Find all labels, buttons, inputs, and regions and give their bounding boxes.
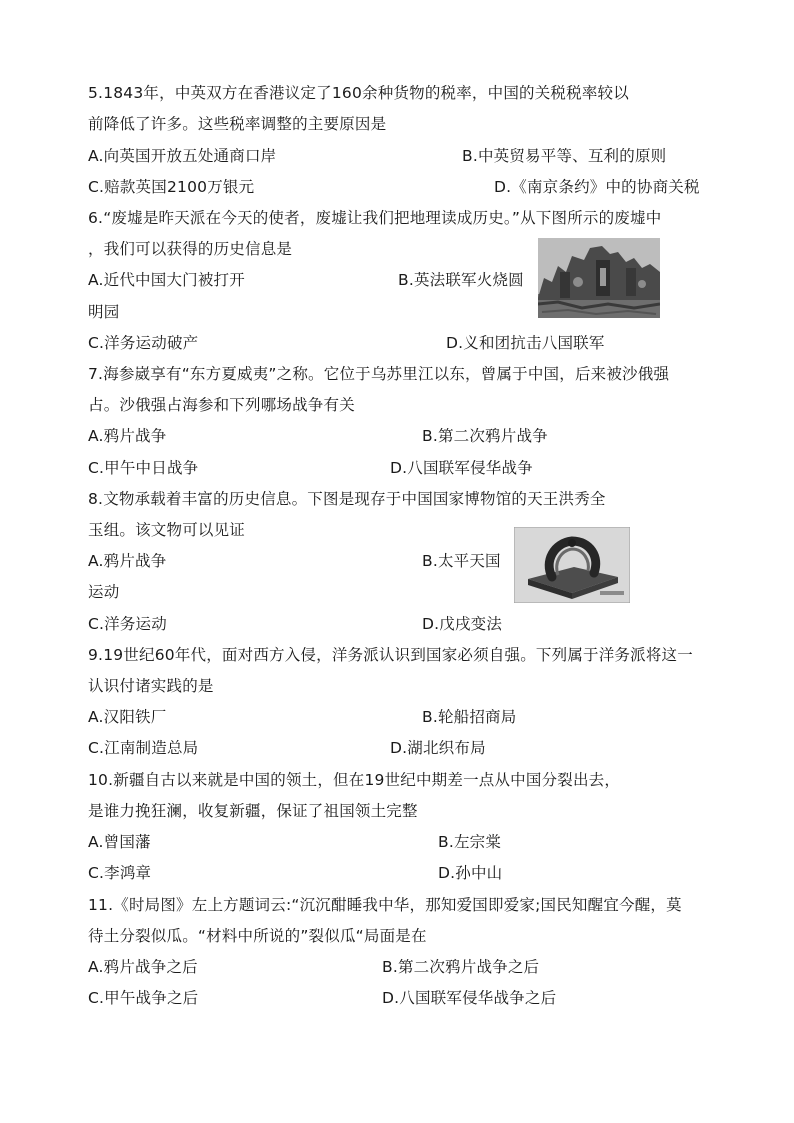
q8-stem-line1: 8.文物承载着丰富的历史信息。下图是现存于中国国家博物馆的天王洪秀全 xyxy=(88,490,606,508)
q8-option-b-continued: 运动 xyxy=(88,583,120,601)
q6-option-d: D.义和团抗击八国联军 xyxy=(446,334,605,352)
q7-stem-line2: 占。沙俄强占海参和下列哪场战争有关 xyxy=(88,396,355,414)
q6-option-b-continued: 明园 xyxy=(88,303,120,321)
ruins-photo-icon xyxy=(538,238,660,318)
q5-option-a: A.向英国开放五处通商口岸 xyxy=(88,147,277,165)
q6-stem-line2: ，我们可以获得的历史信息是 xyxy=(88,240,293,258)
q8-stem-line2: 玉组。该文物可以见证 xyxy=(88,521,246,539)
q6-option-a: A.近代中国大门被打开 xyxy=(88,271,245,289)
q5-stem-line1: 5.1843年，中英双方在香港议定了160余种货物的税率，中国的关税税率较以 xyxy=(88,84,629,102)
q7-option-c: C.甲午中日战争 xyxy=(88,459,199,477)
q9-option-a: A.汉阳铁厂 xyxy=(88,708,167,726)
q5-stem-line2: 前降低了许多。这些税率调整的主要原因是 xyxy=(88,115,387,133)
q11-option-a: A.鸦片战争之后 xyxy=(88,958,198,976)
q9-stem-line2: 认识付诸实践的是 xyxy=(88,677,214,695)
q10-option-b: B.左宗棠 xyxy=(438,833,502,851)
q9-option-b: B.轮船招商局 xyxy=(422,708,517,726)
q9-stem-line1: 9.19世纪60年代，面对西方入侵，洋务派认识到国家必须自强。下列属于洋务派将这一 xyxy=(88,646,693,664)
q10-stem-line2: 是谁力挽狂澜，收复新疆，保证了祖国领土完整 xyxy=(88,802,418,820)
jade-seal-photo-icon xyxy=(514,527,630,603)
q8-option-c: C.洋务运动 xyxy=(88,615,167,633)
q8-option-b: B.太平天国 xyxy=(422,552,501,570)
q11-option-b: B.第二次鸦片战争之后 xyxy=(382,958,540,976)
q11-option-d: D.八国联军侵华战争之后 xyxy=(382,989,557,1007)
q7-option-b: B.第二次鸦片战争 xyxy=(422,427,548,445)
q9-option-c: C.江南制造总局 xyxy=(88,739,199,757)
q11-stem-line1: 11.《时局图》左上方题词云:“沉沉酣睡我中华，那知爱国即爱家;国民知醒宜今醒，莫 xyxy=(88,896,682,914)
q6-option-c: C.洋务运动破产 xyxy=(88,334,199,352)
q9-option-d: D.湖北织布局 xyxy=(390,739,486,757)
q5-option-c: C.赔款英国2100万银元 xyxy=(88,178,255,196)
q10-option-a: A.曾国藩 xyxy=(88,833,151,851)
q7-option-d: D.八国联军侵华战争 xyxy=(390,459,533,477)
q7-stem-line1: 7.海参崴享有“东方夏威夷”之称。它位于乌苏里江以东，曾属于中国，后来被沙俄强 xyxy=(88,365,670,383)
q7-option-a: A.鸦片战争 xyxy=(88,427,167,445)
q10-option-d: D.孙中山 xyxy=(438,864,503,882)
q10-stem-line1: 10.新疆自古以来就是中国的领土，但在19世纪中期差一点从中国分裂出去， xyxy=(88,771,621,789)
q5-option-d: D.《南京条约》中的协商关税 xyxy=(494,178,700,196)
q6-stem-line1: 6.“废墟是昨天派在今天的使者，废墟让我们把地理读成历史。”从下图所示的废墟中 xyxy=(88,209,662,227)
q8-option-d: D.戊戌变法 xyxy=(422,615,503,633)
q5-option-b: B.中英贸易平等、互利的原则 xyxy=(462,147,667,165)
q11-stem-line2: 待土分裂似瓜。“材料中所说的”裂似瓜“局面是在 xyxy=(88,927,427,945)
q11-option-c: C.甲午战争之后 xyxy=(88,989,199,1007)
q6-option-b: B.英法联军火烧圆 xyxy=(398,271,524,289)
q8-option-a: A.鸦片战争 xyxy=(88,552,167,570)
q10-option-c: C.李鸿章 xyxy=(88,864,152,882)
